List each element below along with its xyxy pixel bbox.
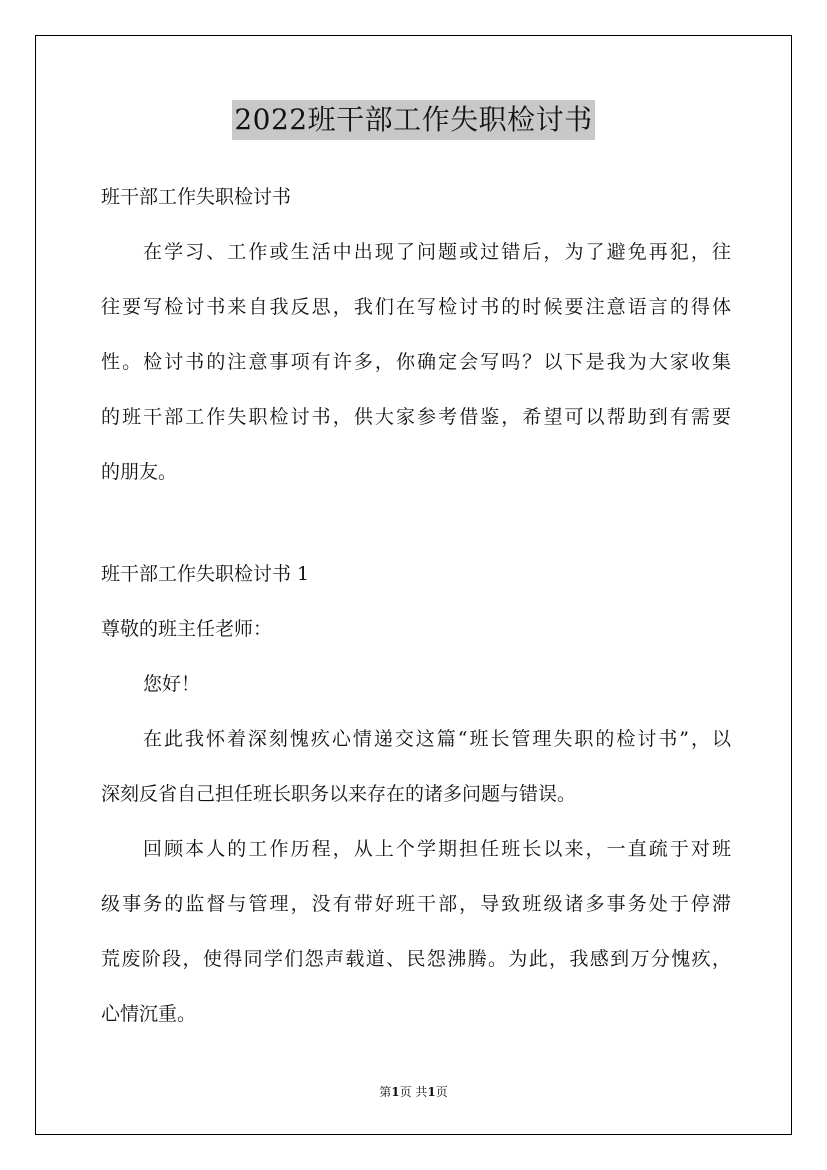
paragraph-line: 在此我怀着深刻愧疚心情递交这篇“班长管理失职的检讨书”，以 (143, 728, 731, 750)
page-footer (0, 1083, 827, 1100)
page-mid: 页 共 (399, 1085, 428, 1099)
paragraph-line: 回顾本人的工作历程，从上个学期担任班长以来，一直疏于对班 (143, 838, 731, 860)
document-heading: 班干部工作失职检讨书 (101, 186, 292, 208)
intro-line: 的班干部工作失职检讨书，供大家参考借鉴，希望可以帮助到有需要 (101, 406, 731, 428)
page-total: 1 (427, 1085, 436, 1099)
paragraph-line: 荒废阶段，使得同学们怨声载道、民怨沸腾。为此，我感到万分愧疚， (101, 948, 731, 970)
paragraph-line: 级事务的监督与管理，没有带好班干部，导致班级诸多事务处于停滞 (101, 893, 731, 915)
page-prefix: 第 (379, 1085, 392, 1099)
paragraph-line: 心情沉重。 (101, 1003, 197, 1025)
salutation: 尊敬的班主任老师： (101, 618, 273, 640)
document-title: 2022班干部工作失职检讨书 (232, 100, 594, 140)
title-wrap (0, 100, 827, 140)
intro-line: 往要写检讨书来自我反思，我们在写检讨书的时候要注意语言的得体 (101, 296, 731, 318)
intro-line: 性。检讨书的注意事项有许多，你确定会写吗？以下是我为大家收集 (101, 351, 731, 373)
document-body (101, 170, 731, 1042)
section-title: 班干部工作失职检讨书 1 (101, 563, 310, 585)
paragraph-line: 深刻反省自己担任班长职务以来存在的诸多问题与错误。 (101, 783, 577, 805)
paragraph-gap (101, 500, 731, 547)
page-suffix: 页 (435, 1085, 448, 1099)
page-current: 1 (391, 1085, 400, 1099)
intro-line: 的朋友。 (101, 461, 178, 483)
greeting: 您好！ (143, 673, 201, 695)
intro-line: 在学习、工作或生活中出现了问题或过错后，为了避免再犯，往 (143, 241, 731, 263)
